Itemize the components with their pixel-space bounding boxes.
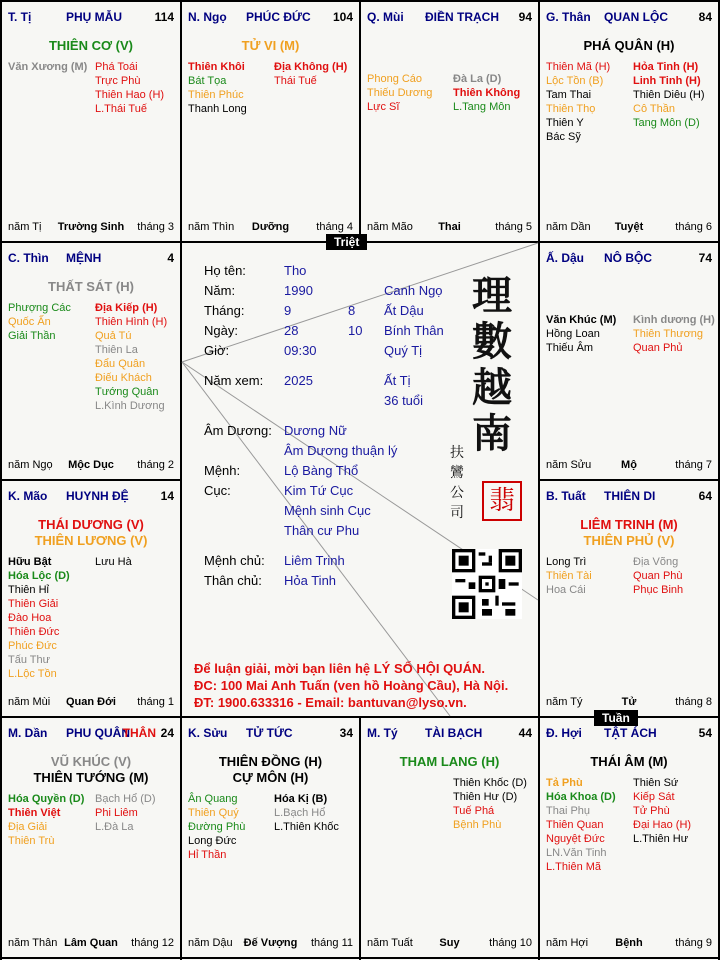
palace-year-label: năm Hợi	[546, 937, 589, 949]
star-column	[274, 792, 339, 834]
minor-star: Phượng Các	[8, 302, 71, 314]
tuoi: 36 tuổi	[384, 393, 424, 408]
palace-life-stage: Quan Đới	[66, 696, 116, 708]
thang-label: Tháng:	[204, 303, 245, 318]
minor-star: Hỉ Thần	[188, 849, 227, 861]
palace-branch: C. Thìn	[8, 251, 49, 265]
star-column	[8, 301, 71, 343]
minor-star: Tử Phù	[633, 805, 670, 817]
major-star: TỬ VI (M)	[241, 38, 300, 53]
minor-star: Hồng Loan	[546, 328, 600, 340]
minor-star: Hỏa Tinh (H)	[633, 61, 699, 73]
palace-year-label: năm Thìn	[188, 221, 235, 233]
minor-star: Phi Liêm	[95, 807, 138, 819]
palace-n-ngo[interactable]	[182, 2, 359, 241]
star-column	[367, 72, 432, 114]
major-star: THIÊN LƯƠNG (V)	[34, 533, 148, 548]
star-column	[546, 776, 616, 874]
minor-star: Thiên Trù	[8, 835, 55, 847]
star-column	[274, 60, 347, 88]
cuc-label: Cục:	[204, 483, 231, 498]
palace-footer	[188, 221, 353, 235]
major-star: THIÊN ĐỒNG (H)	[218, 754, 323, 769]
small-callig-char: 鸞	[450, 465, 464, 481]
minor-star: L.Kình Dương	[95, 400, 165, 412]
minor-star: Đà La (D)	[453, 73, 502, 85]
minor-star: Hoa Cái	[546, 584, 586, 596]
palace-footer	[546, 937, 712, 951]
minor-star: Tướng Quân	[95, 386, 159, 398]
small-callig-char: 公	[450, 485, 464, 501]
minor-star: Thiếu Dương	[367, 87, 433, 99]
star-column	[8, 792, 84, 848]
minor-star: Tấu Thư	[8, 654, 51, 666]
palace-name: THIÊN DI	[604, 489, 656, 503]
than-chu-label: Thân chủ:	[204, 573, 262, 588]
palace-name: PHU QUÂN	[66, 726, 131, 740]
than-cu: Thân cư Phu	[284, 523, 360, 538]
minor-star: Thiên La	[95, 344, 138, 356]
minor-star: Địa Không (H)	[274, 61, 348, 73]
minor-star: Thiên Hình (H)	[95, 316, 168, 328]
callig-char: 數	[472, 318, 512, 365]
palace-name: TẬT ÁCH	[604, 726, 657, 740]
minor-star: Phong Cáo	[367, 73, 423, 85]
palace-k-mao[interactable]	[2, 481, 180, 716]
palace-header	[546, 10, 712, 26]
small-calligraphy	[450, 443, 464, 523]
palace-a-dau[interactable]	[540, 243, 718, 479]
palace-header	[8, 489, 174, 505]
nam-xem-label: Năm xem:	[204, 373, 264, 388]
palace-branch: Q. Mùi	[367, 10, 404, 24]
palace-age: 74	[698, 251, 712, 265]
palace-life-stage: Dưỡng	[251, 221, 290, 233]
ho-ten-label: Họ tên:	[204, 263, 246, 278]
thang-solar: 9	[284, 303, 292, 318]
major-star: THIÊN TƯỚNG (M)	[33, 770, 149, 785]
palace-month: tháng 4	[316, 221, 353, 233]
palace-footer	[8, 696, 174, 710]
palace-age: 24	[160, 726, 174, 740]
minor-star: Quả Tú	[95, 330, 132, 342]
palace-name: HUYNH ĐỆ	[66, 489, 129, 503]
minor-star: Thiên Quan	[546, 819, 604, 831]
palace-year-label: năm Tý	[546, 696, 583, 708]
palace-header	[546, 726, 712, 742]
palace-month: tháng 1	[137, 696, 174, 708]
palace-age: 84	[698, 10, 712, 24]
minor-star: Hóa Khoa (D)	[546, 791, 616, 803]
palace-footer	[8, 459, 174, 473]
callig-char: 南	[472, 410, 512, 457]
major-star: CỰ MÔN (H)	[232, 770, 309, 785]
minor-star: Long Đức	[188, 835, 237, 847]
thang-can-chi: Ất Dậu	[384, 303, 424, 318]
star-column	[633, 776, 691, 846]
palace-footer	[546, 221, 712, 235]
star-column	[633, 60, 705, 130]
palace-footer	[8, 937, 174, 951]
minor-star: LN.Văn Tinh	[546, 847, 607, 859]
palace-k-suu[interactable]	[182, 718, 359, 957]
cuc-relation: Mệnh sinh Cục	[284, 503, 371, 518]
palace-month: tháng 11	[310, 937, 353, 949]
star-column	[453, 72, 520, 114]
gio-label: Giờ:	[204, 343, 230, 358]
star-column	[633, 555, 683, 597]
minor-star: Thái Tuế	[274, 75, 317, 87]
red-seal: 翡	[482, 481, 522, 521]
minor-star: Lực Sĩ	[367, 101, 400, 113]
palace-footer	[546, 459, 712, 473]
minor-star: L.Bạch Hổ	[274, 807, 326, 819]
palace-month: tháng 7	[675, 459, 712, 471]
star-column	[8, 555, 70, 681]
minor-star: Thiên Thọ	[546, 103, 596, 115]
gio-value: 09:30	[284, 343, 317, 358]
than-chu-value: Hỏa Tinh	[284, 573, 337, 588]
menh-value: Lộ Bàng Thổ	[284, 463, 359, 478]
minor-star: Thiên Hỉ	[8, 584, 49, 596]
star-column	[8, 60, 87, 74]
palace-month: tháng 8	[675, 696, 712, 708]
tuan-badge: Tuần	[594, 710, 638, 726]
palace-footer	[546, 696, 712, 710]
palace-header	[367, 726, 532, 742]
center-info-panel	[180, 243, 538, 716]
nam-label: Năm:	[204, 283, 236, 298]
star-column	[188, 60, 247, 116]
minor-star: Tam Thai	[546, 89, 592, 101]
star-column	[546, 555, 592, 597]
gio-can-chi: Quý Tị	[384, 343, 423, 358]
minor-star: Nguyệt Đức	[546, 833, 605, 845]
minor-star: Quốc Ấn	[8, 316, 51, 328]
star-column	[95, 301, 167, 413]
palace-life-stage: Trường Sinh	[57, 221, 125, 233]
nam-xem-can-chi: Ất Tị	[384, 373, 411, 388]
am-duong-note: Âm Dương thuận lý	[284, 443, 398, 458]
callig-char: 理	[472, 272, 512, 319]
star-column	[453, 776, 527, 832]
star-column	[546, 313, 616, 355]
minor-star: Thiên Y	[546, 117, 584, 129]
minor-star: Thanh Long	[188, 103, 247, 115]
palace-header	[367, 10, 532, 26]
minor-star: Lộc Tồn (B)	[546, 75, 604, 87]
minor-star: Ân Quang	[188, 793, 238, 805]
palace-life-stage: Lâm Quan	[64, 937, 118, 949]
palace-age: 104	[332, 10, 353, 24]
contact-line-2: ĐC: 100 Mai Anh Tuấn (ven hồ Hoàng Cầu), Hà Nội.	[194, 678, 509, 693]
palace-m-dan[interactable]	[2, 718, 180, 957]
palace-age: 94	[518, 10, 532, 24]
palace-footer	[188, 937, 353, 951]
minor-star: Thiên Phúc	[188, 89, 244, 101]
minor-star: Đào Hoa	[8, 612, 52, 624]
palace-name: TÀI BẠCH	[425, 726, 483, 740]
star-column	[95, 60, 164, 116]
minor-star: Văn Xương (M)	[8, 61, 88, 73]
minor-star: Bác Sỹ	[546, 131, 581, 143]
minor-star: Bát Tọa	[188, 75, 227, 87]
major-star: LIÊM TRINH (M)	[580, 517, 678, 532]
minor-star: Thiên Tài	[546, 570, 592, 582]
palace-year-label: năm Sửu	[546, 459, 592, 471]
minor-star: L.Tang Môn	[453, 101, 511, 113]
palace-life-stage: Bệnh	[615, 937, 643, 949]
minor-star: Địa Võng	[633, 556, 679, 568]
minor-star: Hữu Bật	[8, 556, 52, 568]
am-duong-label: Âm Dương:	[204, 423, 272, 438]
palace-footer	[367, 937, 532, 951]
major-star: THÁI DƯƠNG (V)	[38, 517, 144, 532]
qr-code[interactable]	[452, 549, 522, 619]
triet-badge: Triệt	[326, 234, 367, 250]
palace-age: 34	[339, 726, 353, 740]
minor-star: Địa Kiếp (H)	[95, 302, 158, 314]
palace-b-tuat[interactable]	[540, 481, 718, 716]
palace-g-than[interactable]	[540, 2, 718, 241]
palace-age: 54	[698, 726, 712, 740]
palace-branch: T. Tị	[8, 10, 32, 24]
palace-header	[188, 726, 353, 742]
minor-star: Địa Giải	[8, 821, 48, 833]
palace-year-label: năm Tị	[8, 221, 42, 233]
palace-header	[188, 10, 353, 26]
palace-header	[8, 251, 174, 267]
palace-year-label: năm Ngọ	[8, 459, 53, 471]
palace-name: PHỤ MẪU	[66, 10, 122, 24]
palace-month: tháng 12	[131, 937, 174, 949]
palace-year-label: năm Tuất	[367, 937, 413, 949]
menh-chu-label: Mệnh chủ:	[204, 553, 265, 568]
minor-star: Thiên Diêu (H)	[633, 89, 705, 101]
palace-life-stage: Tuyệt	[614, 221, 644, 233]
minor-star: Giải Thần	[8, 330, 56, 342]
minor-star: Phục Binh	[633, 584, 684, 596]
minor-star: L.Lộc Tồn	[8, 668, 57, 680]
palace-name: MỆNH	[66, 251, 102, 265]
minor-star: L.Thái Tuế	[95, 103, 147, 115]
minor-star: Linh Tinh (H)	[633, 75, 701, 87]
minor-star: Thiên Sứ	[633, 777, 679, 789]
palace-m-ty[interactable]	[361, 718, 538, 957]
ngay-can-chi: Bính Thân	[384, 323, 444, 338]
palace-age: 4	[167, 251, 174, 265]
palace-age: 114	[154, 10, 174, 24]
minor-star: Tang Môn (D)	[633, 117, 700, 129]
palace-header	[546, 489, 712, 505]
ngay-lunar: 10	[348, 323, 363, 338]
minor-star: Quan Phù	[633, 570, 683, 582]
minor-star: Cô Thần	[633, 103, 675, 115]
minor-star: Đường Phù	[188, 821, 246, 833]
palace-c-thin[interactable]	[2, 243, 180, 479]
minor-star: Thiên Giải	[8, 598, 59, 610]
palace-q-mui[interactable]	[361, 2, 538, 241]
major-star: VŨ KHÚC (V)	[50, 754, 132, 769]
palace-life-stage: Mộc Dục	[68, 459, 114, 471]
minor-star: Hóa Quyền (D)	[8, 793, 85, 805]
menh-chu-value: Liêm Trinh	[284, 553, 345, 568]
star-column	[633, 313, 715, 355]
palace-name: TỬ TỨC	[246, 726, 293, 740]
palace-branch: G. Thân	[546, 10, 591, 24]
menh-label: Mệnh:	[204, 463, 241, 478]
palace-name: ĐIỀN TRẠCH	[425, 10, 499, 24]
major-star: THẤT SÁT (H)	[48, 279, 134, 294]
major-star: PHÁ QUÂN (H)	[583, 38, 675, 53]
minor-star: Phúc Đức	[8, 640, 57, 652]
cuc-value: Kim Tứ Cục	[284, 483, 354, 498]
palace-month: tháng 6	[675, 221, 712, 233]
calligraphy-title	[472, 273, 512, 457]
palace-branch: K. Mão	[8, 489, 48, 503]
nam-value: 1990	[284, 283, 313, 298]
minor-star: Thiếu Âm	[546, 342, 594, 354]
minor-star: Hóa Kị (B)	[274, 793, 328, 805]
major-star: THAM LANG (H)	[399, 754, 500, 769]
palace-header	[8, 726, 174, 742]
minor-star: Thiên Quý	[188, 807, 239, 819]
minor-star: Văn Khúc (M)	[546, 314, 617, 326]
star-column	[95, 792, 156, 834]
minor-star: Hóa Lộc (D)	[8, 570, 70, 582]
palace-life-stage: Thai	[438, 221, 461, 233]
small-callig-char: 扶	[450, 445, 464, 461]
palace-age: 14	[160, 489, 174, 503]
palace-month: tháng 10	[489, 937, 532, 949]
minor-star: Quan Phủ	[633, 342, 683, 354]
minor-star: Thiên Việt	[8, 807, 61, 819]
palace-branch: K. Sửu	[188, 726, 228, 740]
palace-branch: B. Tuất	[546, 489, 586, 503]
palace-life-stage: Suy	[439, 937, 460, 949]
major-star: THÁI ÂM (M)	[590, 754, 668, 769]
minor-star: Thiên Hư (D)	[453, 791, 518, 803]
palace-t-ti[interactable]	[2, 2, 180, 241]
minor-star: Bạch Hổ (D)	[95, 793, 156, 805]
palace-life-stage: Mộ	[621, 459, 637, 471]
minor-star: Long Trì	[546, 556, 587, 568]
palace-month: tháng 5	[495, 221, 532, 233]
minor-star: Bệnh Phù	[453, 819, 502, 831]
palace-footer	[367, 221, 532, 235]
palace-life-stage: Đế Vượng	[243, 937, 298, 949]
star-column	[188, 792, 245, 862]
palace-age: 44	[518, 726, 532, 740]
palace-year-label: năm Dậu	[188, 937, 233, 949]
minor-star: Thiên Không	[453, 87, 521, 99]
minor-star: L.Đà La	[95, 821, 134, 833]
minor-star: Thiên Mã (H)	[546, 61, 611, 73]
palace-year-label: năm Mùi	[8, 696, 51, 708]
palace-name: QUAN LỘC	[604, 10, 668, 24]
minor-star: Thiên Khốc (D)	[453, 777, 527, 789]
contact-line-1: Để luận giải, mời bạn liên hệ LÝ SỐ HỘI QUÁN.	[194, 661, 485, 676]
palace-month: tháng 3	[137, 221, 174, 233]
than-marker: THÂN	[122, 726, 156, 740]
major-star: THIÊN PHỦ (V)	[583, 533, 675, 548]
minor-star: Thiên Thương	[633, 328, 704, 340]
callig-char: 越	[472, 364, 512, 411]
ho-ten-value: Tho	[284, 263, 307, 278]
minor-star: Phá Toái	[95, 61, 138, 73]
minor-star: Kiếp Sát	[633, 791, 675, 803]
small-callig-char: 司	[450, 505, 464, 521]
palace-month: tháng 2	[137, 459, 174, 471]
minor-star: Tuế Phá	[453, 805, 495, 817]
minor-star: L.Thiên Khốc	[274, 821, 339, 833]
palace-branch: M. Tý	[367, 726, 398, 740]
palace-age: 64	[698, 489, 712, 503]
palace-life-stage: Tử	[621, 696, 637, 708]
palace-year-label: năm Mão	[367, 221, 413, 233]
nam-can-chi: Canh Ngọ	[384, 283, 443, 298]
palace-footer	[8, 221, 174, 235]
thang-lunar: 8	[348, 303, 356, 318]
palace-header	[8, 10, 174, 26]
palace-name: NÔ BỘC	[604, 251, 652, 265]
minor-star: Thai Phụ	[546, 805, 591, 817]
minor-star: Thiên Hao (H)	[95, 89, 165, 101]
minor-star: Thiên Đức	[8, 626, 60, 638]
palace-branch: Đ. Hợi	[546, 726, 582, 740]
nam-xem-value: 2025	[284, 373, 313, 388]
star-column	[95, 555, 132, 569]
minor-star: L.Thiên Hư	[633, 833, 689, 845]
minor-star: Điếu Khách	[95, 372, 152, 384]
minor-star: Tả Phù	[546, 777, 583, 789]
palace-month: tháng 9	[675, 937, 712, 949]
minor-star: Lưu Hà	[95, 556, 132, 568]
palace-name: PHÚC ĐỨC	[246, 10, 311, 24]
palace-header	[546, 251, 712, 267]
palace-branch: Ấ. Dậu	[546, 251, 585, 265]
minor-star: Đẩu Quân	[95, 358, 146, 370]
star-column	[546, 60, 610, 144]
palace-branch: M. Dần	[8, 726, 48, 740]
minor-star: L.Thiên Mã	[546, 861, 602, 873]
minor-star: Trực Phù	[95, 75, 141, 87]
contact-line-3: ĐT: 1900.633316 - Email: bantuvan@lyso.vn.	[194, 695, 467, 710]
minor-star: Thiên Khôi	[188, 61, 245, 73]
palace-year-label: năm Thân	[8, 937, 58, 949]
palace-branch: N. Ngọ	[188, 10, 227, 24]
ngay-label: Ngày:	[204, 323, 238, 338]
palace-year-label: năm Dần	[546, 221, 591, 233]
palace-d-hoi[interactable]	[540, 718, 718, 957]
minor-star: Đại Hao (H)	[633, 819, 692, 831]
ngay-solar: 28	[284, 323, 299, 338]
major-star: THIÊN CƠ (V)	[48, 38, 134, 53]
am-duong-value: Dương Nữ	[284, 423, 347, 438]
minor-star: Kình dương (H)	[633, 314, 715, 326]
